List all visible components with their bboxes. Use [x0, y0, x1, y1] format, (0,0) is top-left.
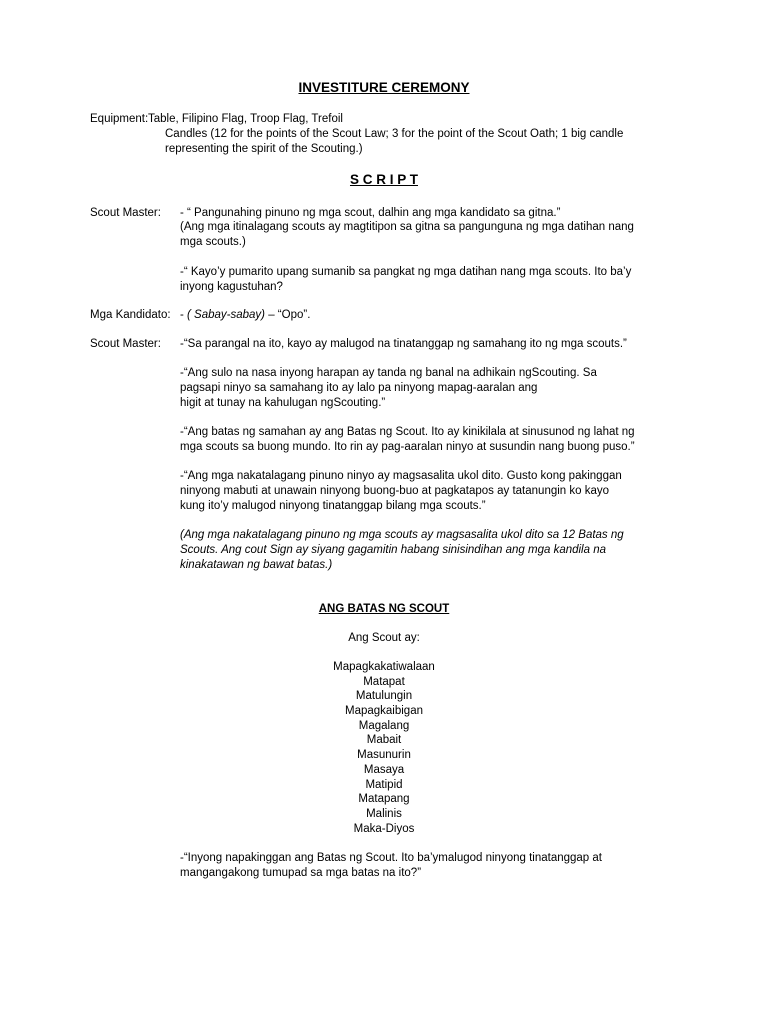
sm1-line-1: - “ Pangunahing pinuno ng mga scout, dalhin ang mga kandidato sa gitna.”	[180, 207, 561, 219]
candidates-stage-direction: ( Sabay-sabay)	[187, 309, 266, 321]
scout-law-item: Mapagkakatiwalaan	[333, 661, 435, 673]
sm1-line-4: -“ Kayo’y pumarito upang sumanib sa pangkat ng mga datihan nang mga scouts. Ito ba’y	[180, 266, 632, 278]
scout-law-heading: ANG BATAS NG SCOUT	[318, 603, 450, 615]
scout-law-item: Matapang	[358, 793, 410, 806]
stage-direction-line-3: kinakatawan ng bawat batas.)	[180, 559, 333, 571]
scout-law-item: Mabait	[366, 734, 402, 747]
candidates-answer: – “Opo”.	[265, 309, 311, 321]
sm2-paragraph-2-line-2: pagsapi ninyo sa samahang ito ay lalo pa ninyong mapag-aaralan ang	[180, 382, 538, 394]
stage-direction-line-2: Scouts. Ang cout Sign ay siyang gagamitin habang sinisindihan ang mga kandila na	[180, 544, 606, 556]
sm2-paragraph-4-line-1: -“Ang mga nakatalagang pinuno ninyo ay magsasalita ukol dito. Gusto kong pakinggan	[180, 470, 622, 482]
sm2-paragraph-2-line-3: higit at tunay na kahulugan ngScouting.”	[180, 397, 386, 409]
equipment-line-3: representing the spirit of the Scouting.)	[165, 143, 363, 155]
sm1-line-5: inyong kagustuhan?	[180, 281, 283, 293]
stage-direction-line-1: (Ang mga nakatalagang pinuno ng mga scouts ay magsasalita ukol dito sa 12 Batas ng	[180, 529, 624, 541]
document-title: INVESTITURE CEREMONY	[298, 80, 470, 95]
scout-law-item: Malinis	[366, 807, 402, 820]
sm2-paragraph-1: -“Sa parangal na ito, kayo ay malugod na tinatanggap ng samahang ito ng mga scouts.”	[180, 338, 627, 350]
sm2-paragraph-4-line-2: ninyong mabuti at unawain ninyong buong-buo at pagkatapos ay tatanungin ko kayo	[180, 485, 610, 497]
sm2-paragraph-3-line-1: -“Ang batas ng samahan ay ang Batas ng Scout. Ito ay kinikilala at sinusunod ng lahat ng	[180, 426, 635, 438]
speaker-scout-master: Scout Master:	[90, 338, 161, 350]
scout-law-item: Matapat	[363, 675, 405, 688]
scout-law-intro: Ang Scout ay:	[348, 632, 420, 644]
candidates-response	[180, 308, 310, 323]
sm2-paragraph-4-line-3: kung ito’y malugod ninyong tinatanggap bilang mga scouts.”	[180, 500, 486, 512]
speaker-scout-master: Scout Master:	[90, 207, 161, 219]
scout-law-item: Matipid	[365, 778, 403, 791]
sm1-line-3: mga scouts.)	[180, 236, 246, 248]
sm1-line-2: (Ang mga itinalagang scouts ay magtitipon sa gitna sa pangunguna ng mga datihan nang	[180, 221, 634, 233]
scout-law-item: Maka-Diyos	[353, 822, 415, 835]
script-heading: S C R I P T	[349, 172, 418, 187]
speaker-candidates: Mga Kandidato:	[90, 309, 171, 321]
scout-law-list	[0, 660, 768, 836]
scout-law-item: Matulungin	[355, 690, 413, 703]
sm2-paragraph-3-line-2: mga scouts sa buong mundo. Ito rin ay pag-aaralan ninyo at susundin nang buong puso.”	[180, 441, 635, 453]
scout-law-item: Mapagkaibigan	[344, 705, 423, 718]
candidates-dash: -	[180, 309, 188, 321]
equipment-label: Equipment:	[90, 113, 149, 125]
sm2-paragraph-2-line-1: -“Ang sulo na nasa inyong harapan ay tanda ng banal na adhikain ngScouting. Sa	[180, 367, 597, 379]
equipment-line-1: Table, Filipino Flag, Troop Flag, Trefoil	[148, 113, 343, 125]
closing-line-2: mangangakong tumupad sa mga batas na ito?”	[180, 867, 422, 879]
equipment-line-2: Candles (12 for the points of the Scout Law; 3 for the point of the Scout Oath; 1 big candle	[165, 128, 624, 140]
scout-law-item: Magalang	[358, 719, 410, 732]
closing-line-1: -“Inyong napakinggan ang Batas ng Scout. Ito ba’ymalugod ninyong tinatanggap at	[180, 852, 602, 864]
scout-law-item: Masunurin	[357, 749, 411, 762]
scout-law-item: Masaya	[363, 763, 405, 776]
